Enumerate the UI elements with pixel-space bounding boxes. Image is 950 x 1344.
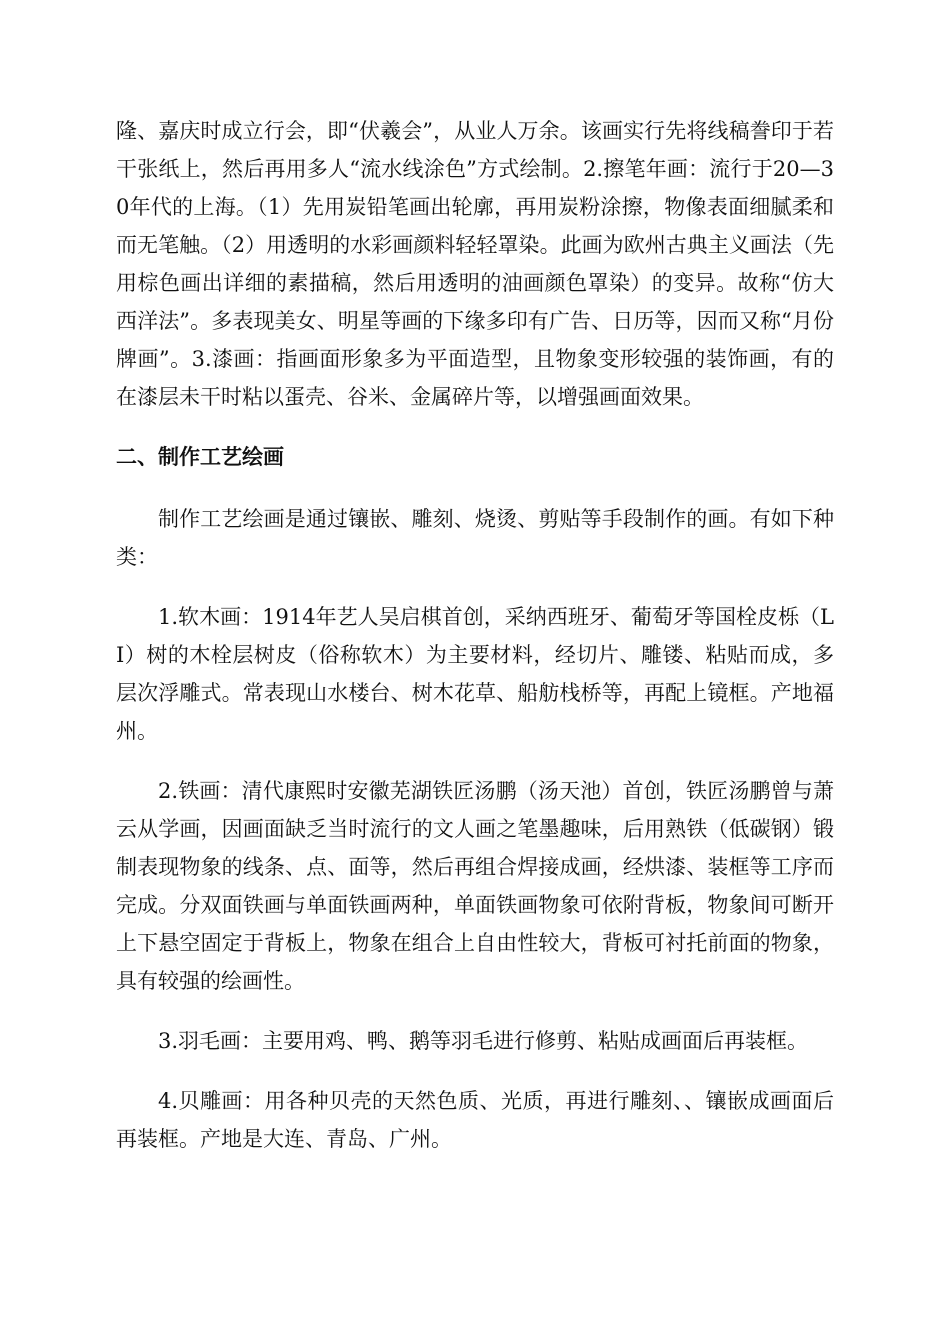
item-cork-painting: 1.软木画：1914年艺人吴启棋首创，采纳西班牙、葡萄牙等国栓皮栎（LI）树的木栓层树皮（俗称软木）为主要材料，经切片、雕镂、粘贴而成，多层次浮雕式。常表现山水楼台、树木花草、船舫栈桥等，再配上镜框。产地福州。 xyxy=(116,605,834,743)
document-body xyxy=(116,112,834,1158)
item-iron-painting: 2.铁画：清代康熙时安徽芜湖铁匠汤鹏（汤天池）首创，铁匠汤鹏曾与萧云从学画，因画面缺乏当时流行的文人画之笔墨趣味，后用熟铁（低碳钢）锻制表现物象的线条、点、面等，然后再组合焊接成画，经烘漆、装框等工序而完成。分双面铁画与单面铁画两种，单面铁画物象可依附背板，物象间可断开上下悬空固定于背板上，物象在组合上自由性较大，背板可衬托前面的物象，具有较强的绘画性。 xyxy=(116,779,834,993)
continuation-paragraph: 隆、嘉庆时成立行会，即“伏羲会”，从业人万余。该画实行先将线稿誊印于若干张纸上，然后再用多人“流水线涂色”方式绘制。2.擦笔年画：流行于20—30年代的上海。（1）先用炭铅笔画出轮廓，再用炭粉涂擦，物像表面细腻柔和而无笔触。（2）用透明的水彩画颜料轻轻罩染。此画为欧州古典主义画法（先用棕色画出详细的素描稿，然后用透明的油画颜色罩染）的变异。故称“仿大西洋法”。多表现美女、明星等画的下缘多印有广告、日历等，因而又称“月份牌画”。3.漆画：指画面形象多为平面造型，且物象变形较强的装饰画，有的在漆层未干时粘以蛋壳、谷米、金属碎片等，以增强画面效果。 xyxy=(116,119,834,409)
section-heading: 二、制作工艺绘画 xyxy=(116,445,284,469)
item-shell-carving-painting: 4.贝雕画：用各种贝壳的天然色质、光质，再进行雕刻、、镶嵌成画面后再装框。产地是大连、青岛、广州。 xyxy=(116,1089,834,1151)
item-feather-painting: 3.羽毛画：主要用鸡、鸭、鹅等羽毛进行修剪、粘贴成画面后再装框。 xyxy=(158,1029,809,1053)
section-intro-paragraph: 制作工艺绘画是通过镶嵌、雕刻、烧烫、剪贴等手段制作的画。有如下种类： xyxy=(116,507,834,569)
